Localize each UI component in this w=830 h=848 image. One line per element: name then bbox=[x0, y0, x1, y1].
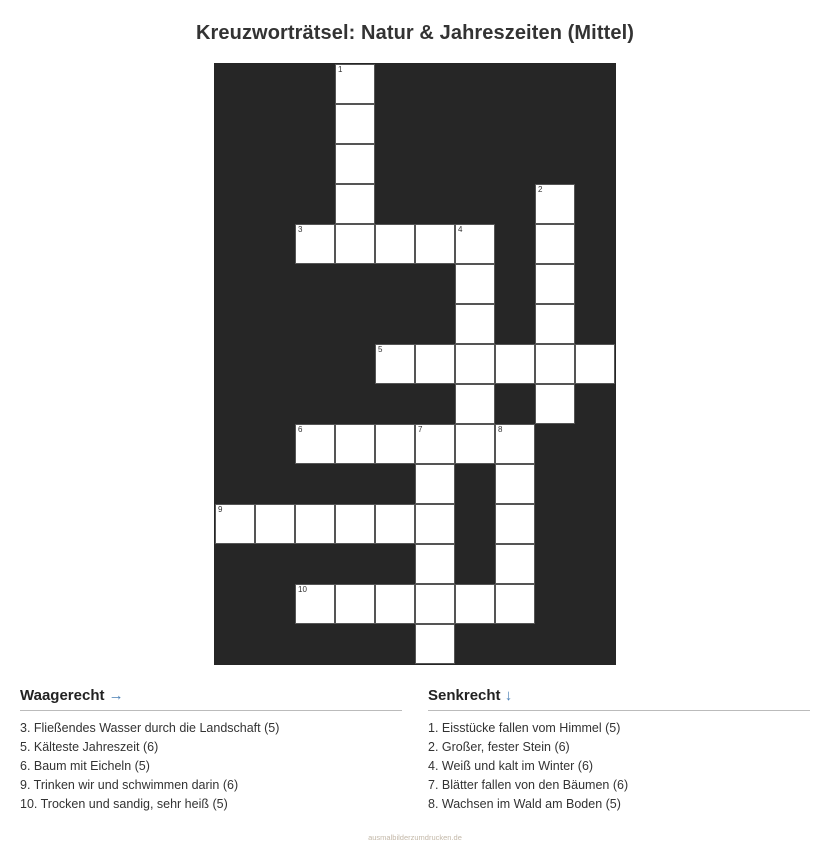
crossword-cell[interactable] bbox=[455, 344, 495, 384]
crossword-cell[interactable] bbox=[295, 504, 335, 544]
cell-number: 6 bbox=[298, 425, 303, 434]
crossword-grid-wrapper bbox=[0, 63, 830, 665]
crossword-cell[interactable] bbox=[335, 104, 375, 144]
cell-number: 3 bbox=[298, 225, 303, 234]
crossword-cell[interactable] bbox=[415, 624, 455, 664]
crossword-cell[interactable] bbox=[295, 224, 335, 264]
crossword-cell[interactable] bbox=[335, 584, 375, 624]
crossword-cell[interactable] bbox=[335, 64, 375, 104]
cell-number: 10 bbox=[298, 585, 307, 594]
crossword-cell[interactable] bbox=[455, 384, 495, 424]
down-heading bbox=[428, 687, 810, 711]
down-clues-column bbox=[428, 687, 810, 814]
crossword-cell[interactable] bbox=[535, 344, 575, 384]
crossword-cell[interactable] bbox=[375, 504, 415, 544]
cell-number: 5 bbox=[378, 345, 383, 354]
across-clues-column bbox=[20, 687, 402, 814]
cell-number: 4 bbox=[458, 225, 463, 234]
crossword-cell[interactable] bbox=[335, 424, 375, 464]
crossword-cell[interactable] bbox=[535, 304, 575, 344]
crossword-cell[interactable] bbox=[495, 344, 535, 384]
crossword-cell[interactable] bbox=[335, 224, 375, 264]
clue-item: 5. Kälteste Jahreszeit (6) bbox=[20, 740, 159, 754]
down-arrow-icon: ↓ bbox=[504, 687, 513, 704]
cell-number: 9 bbox=[218, 505, 223, 514]
page-title: Kreuzworträtsel: Natur & Jahreszeiten (Mittel) bbox=[195, 22, 635, 44]
crossword-cell[interactable] bbox=[455, 584, 495, 624]
crossword-cell[interactable] bbox=[455, 224, 495, 264]
crossword-cell[interactable] bbox=[415, 344, 455, 384]
crossword-grid[interactable] bbox=[214, 63, 616, 665]
crossword-cell[interactable] bbox=[415, 584, 455, 624]
crossword-cell[interactable] bbox=[255, 504, 295, 544]
cell-number: 7 bbox=[418, 425, 423, 434]
crossword-cell[interactable] bbox=[575, 344, 615, 384]
crossword-cell[interactable] bbox=[295, 584, 335, 624]
crossword-cell[interactable] bbox=[535, 184, 575, 224]
crossword-cell[interactable] bbox=[535, 384, 575, 424]
crossword-cell[interactable] bbox=[375, 424, 415, 464]
crossword-cell[interactable] bbox=[495, 464, 535, 504]
crossword-cell[interactable] bbox=[415, 424, 455, 464]
crossword-cell[interactable] bbox=[415, 464, 455, 504]
clue-item: 4. Weiß und kalt im Winter (6) bbox=[428, 759, 594, 773]
crossword-cell[interactable] bbox=[375, 224, 415, 264]
crossword-cell[interactable] bbox=[495, 424, 535, 464]
clue-item: 1. Eisstücke fallen vom Himmel (5) bbox=[428, 721, 621, 735]
across-arrow-icon: → bbox=[108, 687, 124, 704]
crossword-cell[interactable] bbox=[495, 544, 535, 584]
crossword-cell[interactable] bbox=[415, 224, 455, 264]
clue-item: 10. Trocken und sandig, sehr heiß (5) bbox=[20, 797, 228, 811]
footer-watermark: ausmalbilderzumdrucken.de bbox=[368, 833, 462, 842]
across-heading-label: Waagerecht bbox=[20, 687, 105, 704]
crossword-cell[interactable] bbox=[495, 584, 535, 624]
crossword-cell[interactable] bbox=[415, 544, 455, 584]
clue-item: 2. Großer, fester Stein (6) bbox=[428, 740, 570, 754]
clue-item: 6. Baum mit Eicheln (5) bbox=[20, 759, 150, 773]
crossword-cell[interactable] bbox=[335, 504, 375, 544]
crossword-cell[interactable] bbox=[455, 264, 495, 304]
clue-item: 9. Trinken wir und schwimmen darin (6) bbox=[20, 778, 239, 792]
cell-number: 1 bbox=[338, 65, 343, 74]
cell-number: 2 bbox=[538, 185, 543, 194]
crossword-cell[interactable] bbox=[535, 224, 575, 264]
down-clue-list bbox=[428, 719, 810, 813]
clue-item: 8. Wachsen im Wald am Boden (5) bbox=[428, 797, 621, 811]
crossword-cell[interactable] bbox=[335, 144, 375, 184]
across-clue-list bbox=[20, 719, 402, 813]
crossword-cell[interactable] bbox=[375, 344, 415, 384]
crossword-cell[interactable] bbox=[455, 424, 495, 464]
cell-number: 8 bbox=[498, 425, 503, 434]
crossword-cell[interactable] bbox=[415, 504, 455, 544]
clue-item: 3. Fließendes Wasser durch die Landschaft (5) bbox=[20, 721, 280, 735]
clue-item: 7. Blätter fallen von den Bäumen (6) bbox=[428, 778, 629, 792]
crossword-cell[interactable] bbox=[455, 304, 495, 344]
crossword-cell[interactable] bbox=[335, 184, 375, 224]
crossword-cell[interactable] bbox=[375, 584, 415, 624]
crossword-cell[interactable] bbox=[295, 424, 335, 464]
across-heading bbox=[20, 687, 402, 711]
clues-section bbox=[0, 665, 830, 814]
crossword-cell[interactable] bbox=[535, 264, 575, 304]
down-heading-label: Senkrecht bbox=[428, 687, 501, 704]
crossword-cell[interactable] bbox=[495, 504, 535, 544]
crossword-cell[interactable] bbox=[215, 504, 255, 544]
